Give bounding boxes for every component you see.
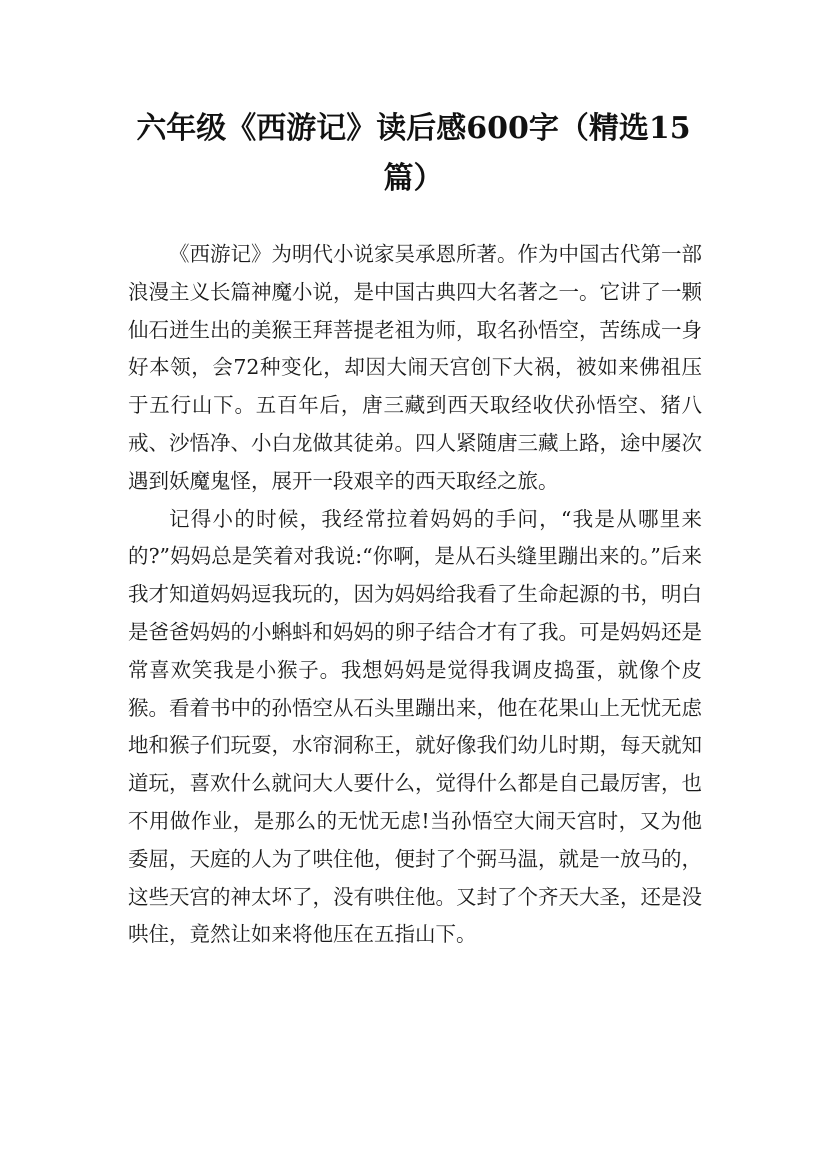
document-body [128,236,702,954]
document-title: 六年级《西游记》读后感600字（精选15篇） [136,111,691,196]
paragraph: 记得小的时候，我经常拉着妈妈的手问，“我是从哪里来的?”妈妈总是笑着对我说:“你啊，是从石头缝里蹦出来的。”后来我才知道妈妈逗我玩的，因为妈妈给我看了生命起源的书，明白是爸爸妈妈的小蝌蚪和妈妈的卵子结合才有了我。可是妈妈还是常喜欢笑我是小猴子。我想妈妈是觉得我调皮捣蛋，就像个皮猴。看着书中的孙悟空从石头里蹦出来，他在花果山上无忧无虑地和猴子们玩耍，水帘洞称王，就好像我们幼儿时期，每天就知道玩，喜欢什么就问大人要什么，觉得什么都是自己最厉害，也不用做作业，是那么的无忧无虑!当孙悟空大闹天宫时，又为他委屈，天庭的人为了哄住他，便封了个弼马温，就是一放马的，这些天宫的神太坏了，没有哄住他。又封了个齐天大圣，还是没哄住，竟然让如来将他压在五指山下。 [128,506,702,947]
paragraph: 《西游记》为明代小说家吴承恩所著。作为中国古代第一部浪漫主义长篇神魔小说，是中国古典四大名著之一。它讲了一颗仙石迸生出的美猴王拜菩提老祖为师，取名孙悟空，苦练成一身好本领，会72种变化，却因大闹天宫创下大祸，被如来佛祖压于五行山下。五百年后，唐三藏到西天取经收伏孙悟空、猪八戒、沙悟净、小白龙做其徒弟。四人紧随唐三藏上路，途中屡次遇到妖魔鬼怪，展开一段艰辛的西天取经之旅。 [128,242,702,493]
